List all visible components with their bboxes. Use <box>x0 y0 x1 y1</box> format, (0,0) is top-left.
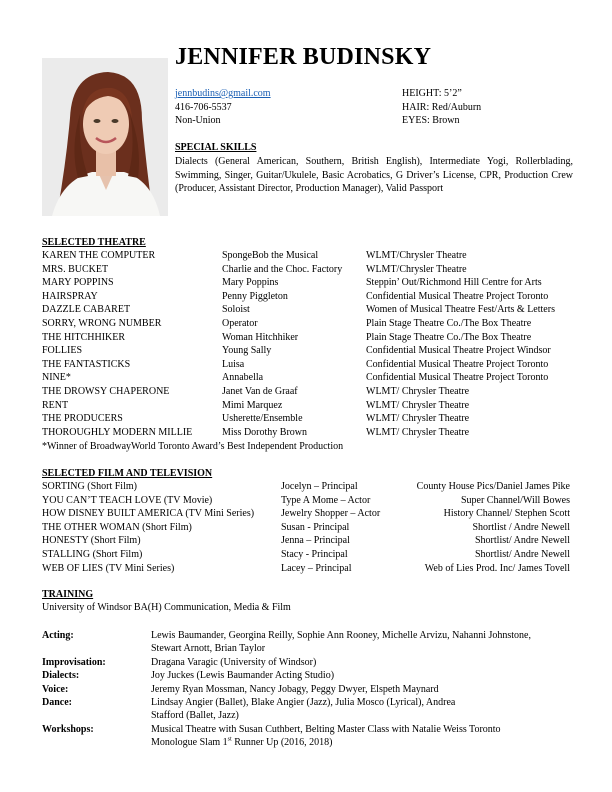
theatre-role: Luisa <box>222 358 245 370</box>
theatre-row <box>0 263 612 277</box>
dance-line-1: Lindsay Angier (Ballet), Blake Angier (Jazz), Julia Mosco (Lyrical), Andrea <box>151 697 456 708</box>
film-title: STALLING (Short Film) <box>42 549 143 560</box>
theatre-role: Janet Van de Graaf <box>222 386 298 397</box>
film-role: Lacey – Principal <box>281 562 352 574</box>
union-status: Non-Union <box>175 115 221 126</box>
film-tv-row <box>0 521 612 535</box>
theatre-company: WLMT/Chrysler Theatre <box>366 250 467 261</box>
theatre-company: Confidential Musical Theatre Project Toronto <box>366 372 549 384</box>
film-tv-row <box>0 548 612 562</box>
theatre-company: WLMT/ Chrysler Theatre <box>366 413 470 425</box>
workshops-line-2-tail: Runner Up (2016, 2018) <box>231 737 333 748</box>
theatre-row <box>0 426 612 440</box>
special-skills-heading: SPECIAL SKILLS <box>175 142 257 153</box>
theatre-row <box>0 412 612 426</box>
theatre-row <box>0 331 612 345</box>
height-stat: HEIGHT: 5’2” <box>402 88 462 99</box>
film-title: WEB OF LIES (TV Mini Series) <box>42 562 175 574</box>
theatre-role: Operator <box>222 318 258 329</box>
voice-label: Voice: <box>42 684 69 695</box>
film-production: Shortlist / Andre Newell <box>472 521 570 533</box>
theatre-row <box>0 399 612 413</box>
acting-line-2: Stewart Arnott, Brian Taylor <box>151 643 266 654</box>
theatre-show: KAREN THE COMPUTER <box>42 250 156 261</box>
theatre-company: Confidential Musical Theatre Project Windsor <box>366 345 551 357</box>
film-role: Susan - Principal <box>281 521 350 533</box>
theatre-company: WLMT/ Chrysler Theatre <box>366 426 470 438</box>
theatre-show: THE DROWSY CHAPERONE <box>42 386 170 397</box>
degree-text: University of Windsor BA(H) Communication, Media & Film <box>42 602 291 613</box>
theatre-company: Plain Stage Theatre Co./The Box Theatre <box>366 331 532 343</box>
theatre-role: Mary Poppins <box>222 277 279 289</box>
phone-number: 416-706-5537 <box>175 102 232 113</box>
theatre-footnote: *Winner of BroadwayWorld Toronto Award’s Best Independent Production <box>42 441 344 452</box>
theatre-show: FOLLIES <box>42 345 82 357</box>
theatre-role: Miss Dorothy Brown <box>222 426 308 438</box>
theatre-company: WLMT/Chrysler Theatre <box>366 263 467 275</box>
theatre-row <box>0 358 612 372</box>
film-title: HONESTY (Short Film) <box>42 535 141 547</box>
headshot-photo <box>42 58 168 216</box>
film-tv-row <box>0 480 612 494</box>
improv-label: Improvisation: <box>42 657 106 668</box>
theatre-show: THOROUGHLY MODERN MILLIE <box>42 426 193 438</box>
film-tv-row <box>0 507 612 521</box>
theatre-show: DAZZLE CABARET <box>42 304 131 316</box>
film-tv-row <box>0 494 612 508</box>
voice-text: Jeremy Ryan Mossman, Nancy Jobagy, Peggy Dwyer, Elspeth Maynard <box>151 684 439 695</box>
theatre-role: Mimi Marquez <box>222 399 283 411</box>
dialects-label: Dialects: <box>42 670 80 681</box>
special-skills-text: Dialects (General American, Southern, British English), Intermediate Yogi, Rollerblading, Swimming, Singer, Guitar/Ukulele, Basic Acrobatics, G Driver’s License, CPR, Production Crew (Producer, Assistant Director, Production Manager), Valid Passport <box>175 156 573 194</box>
acting-line-1: Lewis Baumander, Georgina Reilly, Sophie Ann Rooney, Michelle Arvizu, Nahanni Johnstone, <box>151 630 531 641</box>
dance-line-2: Stafford (Ballet, Jazz) <box>151 710 239 721</box>
headshot-illustration <box>42 58 168 216</box>
training-heading: TRAINING <box>42 589 94 600</box>
theatre-role: Annabella <box>222 372 264 384</box>
theatre-role: Woman Hitchhiker <box>222 331 299 343</box>
theatre-company: WLMT/ Chrysler Theatre <box>366 386 470 397</box>
theatre-row <box>0 276 612 290</box>
theatre-show: MARY POPPINS <box>42 277 114 289</box>
improv-text: Dragana Varagic (University of Windsor) <box>151 657 317 668</box>
film-title: YOU CAN’T TEACH LOVE (TV Movie) <box>42 494 213 506</box>
theatre-show: THE FANTASTICKS <box>42 358 131 370</box>
film-production: History Channel/ Stephen Scott <box>443 508 570 520</box>
theatre-row <box>0 303 612 317</box>
theatre-show: MRS. BUCKET <box>42 263 109 275</box>
film-tv-row <box>0 562 612 576</box>
theatre-show: THE HITCHHIKER <box>42 331 126 343</box>
theatre-row <box>0 344 612 358</box>
theatre-row <box>0 317 612 331</box>
film-production: Super Channel/Will Bowes <box>460 494 570 506</box>
film-title: SORTING (Short Film) <box>42 481 137 492</box>
theatre-role: Young Sally <box>222 345 272 357</box>
hair-stat: HAIR: Red/Auburn <box>402 102 482 113</box>
theatre-show: RENT <box>42 399 69 411</box>
theatre-company: WLMT/ Chrysler Theatre <box>366 399 470 411</box>
film-title: HOW DISNEY BUILT AMERICA (TV Mini Series) <box>42 508 255 520</box>
film-role: Jewelry Shopper – Actor <box>281 508 381 520</box>
theatre-show: SORRY, WRONG NUMBER <box>42 318 162 329</box>
film-role: Jocelyn – Principal <box>281 481 358 492</box>
theatre-company: Confidential Musical Theatre Project Toronto <box>366 290 549 302</box>
theatre-company: Steppin’ Out/Richmond Hill Centre for Arts <box>366 277 542 289</box>
theatre-show: THE PRODUCERS <box>42 413 123 425</box>
film-tv-row <box>0 534 612 548</box>
film-title: THE OTHER WOMAN (Short Film) <box>42 521 192 533</box>
theatre-row <box>0 371 612 385</box>
acting-label: Acting: <box>42 630 74 641</box>
theatre-company: Confidential Musical Theatre Project Toronto <box>366 358 549 370</box>
theatre-role: Soloist <box>222 304 250 316</box>
email-link[interactable]: jennbudins@gmail.com <box>175 88 271 99</box>
dance-label: Dance: <box>42 697 72 708</box>
film-tv-heading: SELECTED FILM AND TELEVISION <box>42 468 213 479</box>
theatre-role: Usherette/Ensemble <box>222 413 303 425</box>
theatre-role: SpongeBob the Musical <box>222 250 319 261</box>
applicant-name: JENNIFER BUDINSKY <box>175 44 432 70</box>
theatre-heading: SELECTED THEATRE <box>42 237 146 248</box>
dialects-text: Joy Juckes (Lewis Baumander Acting Studio) <box>151 670 335 681</box>
film-production: Web of Lies Prod. Inc/ James Tovell <box>424 562 570 574</box>
film-role: Jenna – Principal <box>281 535 350 547</box>
workshops-line-2-sup: st <box>227 736 232 743</box>
eyes-stat: EYES: Brown <box>402 115 460 126</box>
film-production: Shortlist/ Andre Newell <box>475 535 570 547</box>
workshops-label: Workshops: <box>42 724 94 735</box>
workshops-line-2-text: Monologue Slam 1 <box>151 737 228 748</box>
theatre-company: Plain Stage Theatre Co./The Box Theatre <box>366 318 532 329</box>
film-role: Type A Mome – Actor <box>281 494 371 506</box>
theatre-row <box>0 290 612 304</box>
film-role: Stacy - Principal <box>281 549 348 560</box>
film-production: Shortlist/ Andre Newell <box>475 549 570 560</box>
theatre-show: HAIRSPRAY <box>42 290 98 302</box>
theatre-row <box>0 249 612 263</box>
workshops-line-1: Musical Theatre with Susan Cuthbert, Belting Master Class with Natalie Weiss Toronto <box>151 724 501 735</box>
theatre-role: Charlie and the Choc. Factory <box>222 263 343 275</box>
theatre-show: NINE* <box>42 372 71 384</box>
theatre-company: Women of Musical Theatre Fest/Arts & Letters <box>366 304 555 316</box>
theatre-role: Penny Piggleton <box>222 290 288 302</box>
theatre-row <box>0 385 612 399</box>
workshops-line-2 <box>151 736 576 749</box>
film-production: County House Pics/Daniel James Pike <box>416 481 570 492</box>
